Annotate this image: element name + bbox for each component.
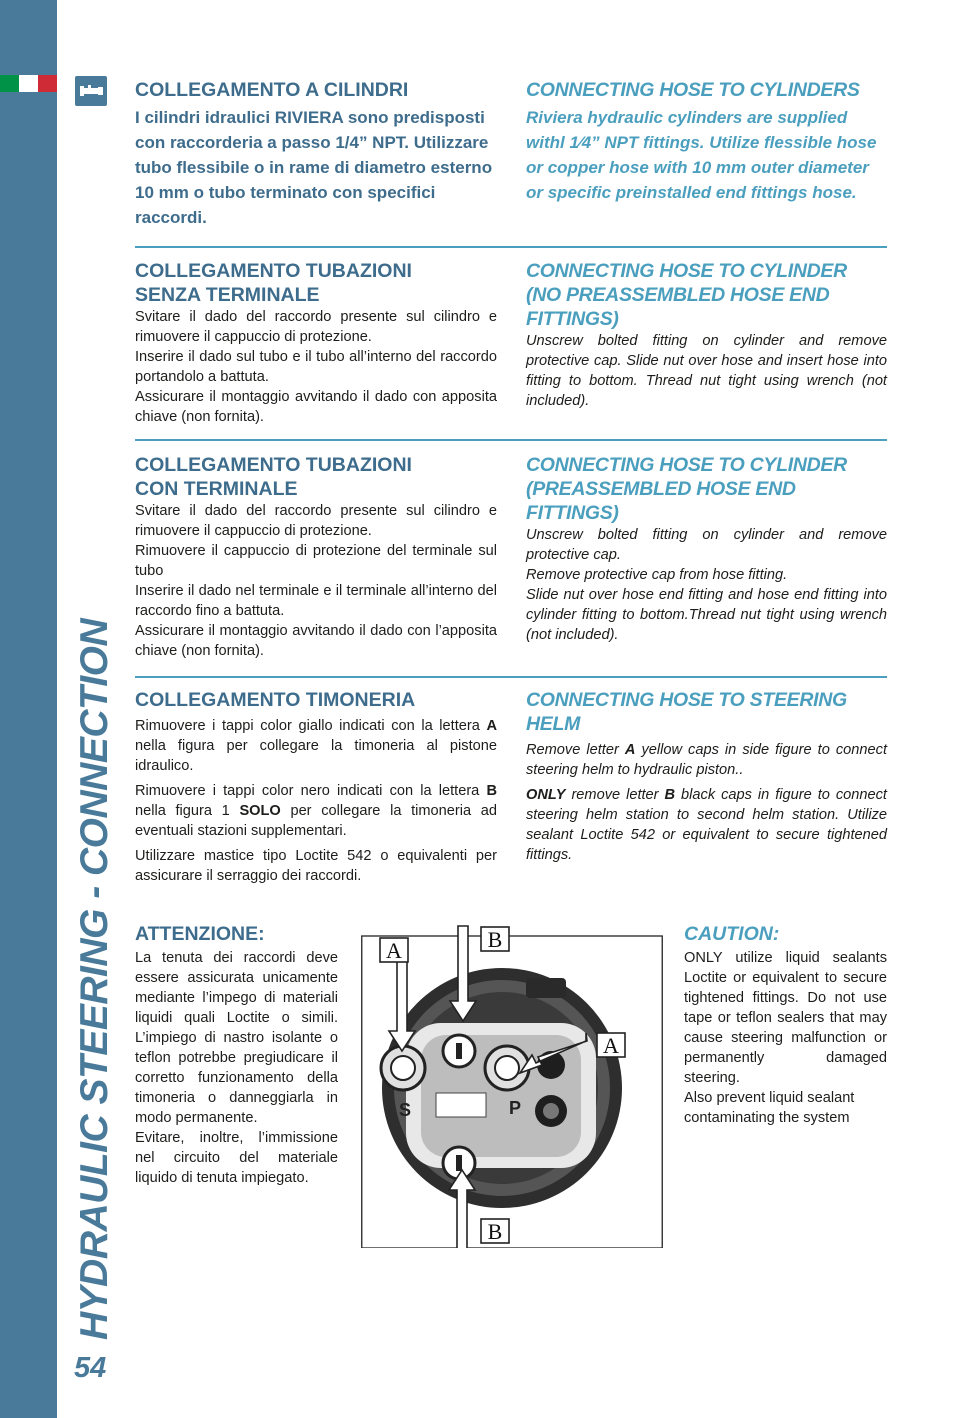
paragraph: Assicurare il montaggio avvitando il dado con apposita chiave (non fornita). (135, 389, 497, 425)
paragraph: Utilizzare mastice tipo Loctite 542 o equivalenti per assicurare il serraggio dei raccordi. (135, 848, 497, 884)
section-title: COLLEGAMENTO A CILINDRI (135, 79, 409, 101)
caution-title: CAUTION: (684, 923, 780, 945)
paragraph: ONLY utilize liquid sealants Loctite or equivalent to secure tightened fittings. Do not use tape or teflon sealers that may cause steering malfunction or permanently damaged steering. (684, 950, 887, 1086)
section-divider (135, 676, 887, 678)
section-lead: I cilindri idraulici RIVIERA sono predisposti con raccorderia a passo 1/4” NPT. Utilizzare tubo flessibile o in rame di diametro esterno 10 mm o tubo terminato con specifici raccordi. (135, 108, 493, 227)
vertical-chapter-title: HYDRAULIC STEERING - CONNECTION (73, 618, 116, 1340)
section-title-line1: CONNECTING HOSE TO CYLINDER (526, 260, 847, 282)
paragraph: Also prevent liquid sealant contaminating the system (684, 1090, 855, 1126)
paragraph: Inserire il dado nel terminale e il terminale all’interno del raccordo fino a battuta. (135, 583, 497, 619)
paragraph: La tenuta dei raccordi deve essere assicurata unicamente mediante l’impego di materiali liquidi quali Loctite o simili. L’impiego di nastro isolante o teflon potrebbe pregiudicare il corretto funzionamento della timoneria o danneggiarla in modo permanente. (135, 950, 338, 1126)
section-helm-en (526, 688, 887, 865)
caution-box (684, 922, 887, 1128)
port-p-label: P (508, 1098, 522, 1118)
section-helm-it (135, 688, 497, 886)
section-title-line1: COLLEGAMENTO TUBAZIONI (135, 260, 412, 282)
paragraph: Evitare, inoltre, l’immissione nel circuito del materiale liquido di tenuta impiegato. (135, 1130, 338, 1186)
paragraph: Remove letter A yellow caps in side figure to connect steering helm to hydraulic piston.. (526, 742, 887, 778)
section-title: CONNECTING HOSE TO STEERING HELM (526, 689, 847, 735)
section-cylinders-it (135, 78, 497, 230)
section-divider (135, 246, 887, 248)
steering-helm-ports-figure (361, 923, 663, 1248)
paragraph: Rimuovere il cappuccio di protezione del terminale sul tubo (135, 543, 497, 579)
paragraph: Assicurare il montaggio avvitando il dado con l’apposita chiave (non fornita). (135, 623, 497, 659)
section-with-terminal-en (526, 453, 887, 645)
paragraph: ONLY remove letter B black caps in figure to connect steering helm station to second helm station. Utilize sealant Loctite 542 or equivalent to secure tightened fittings. (526, 787, 887, 863)
hydraulic-connector-icon (75, 76, 107, 106)
label-a-right: A (603, 1033, 619, 1058)
paragraph: Unscrew bolted fitting on cylinder and remove protective cap. Slide nut over hose and insert hose into fitting to bottom. Thread nut tight using wrench (not included). (526, 333, 887, 409)
section-title-line2: SENZA TERMINALE (135, 284, 320, 306)
paragraph: Svitare il dado del raccordo presente sul cilindro e rimuovere il cappuccio di protezione. (135, 503, 497, 539)
section-divider (135, 439, 887, 441)
label-b-top: B (487, 927, 503, 952)
label-a-left: A (386, 938, 402, 963)
section-with-terminal-it (135, 453, 497, 661)
paragraph: Slide nut over hose end fitting and hose end fitting into cylinder fitting to bottom.Thread nut tight using wrench (not included). (526, 587, 887, 643)
sidebar-band (0, 0, 57, 1418)
label-b-bottom: B (487, 1219, 503, 1244)
section-title-line2: (NO PREASSEMBLED HOSE END FITTINGS) (526, 284, 830, 330)
section-title-line2: CON TERMINALE (135, 478, 298, 500)
paragraph: Svitare il dado del raccordo presente sul cilindro e rimuovere il cappuccio di protezione. (135, 309, 497, 345)
section-cylinders-en (526, 78, 887, 205)
section-no-terminal-en (526, 259, 887, 411)
section-title-line1: CONNECTING HOSE TO CYLINDER (526, 454, 847, 476)
attention-box (135, 922, 338, 1188)
paragraph: Rimuovere i tappi color nero indicati con la lettera B nella figura 1 SOLO per collegare la timoneria ad eventuali stazioni supplementari. (135, 783, 498, 839)
paragraph: Inserire il dado sul tubo e il tubo all’interno del raccordo portandolo a battuta. (135, 349, 497, 385)
section-lead: Riviera hydraulic cylinders are supplied withl 1⁄4” NPT fittings. Utilize flessible hose or copper hose with 10 mm outer diameter or specific preinstalled end fittings hose. (526, 108, 877, 202)
italian-flag-icon (0, 75, 57, 92)
page-number: 54 (74, 1352, 107, 1384)
section-title-line1: COLLEGAMENTO TUBAZIONI (135, 454, 412, 476)
paragraph: Rimuovere i tappi color giallo indicati con la lettera A nella figura per collegare la timoneria al pistone idraulico. (135, 718, 497, 774)
attention-title: ATTENZIONE: (135, 923, 265, 945)
section-title: COLLEGAMENTO TIMONERIA (135, 689, 416, 711)
section-title: CONNECTING HOSE TO CYLINDERS (526, 79, 860, 101)
section-title-line2: (PREASSEMBLED HOSE END FITTINGS) (526, 478, 796, 524)
port-s-label: S (398, 1100, 412, 1120)
paragraph: Remove protective cap from hose fitting. (526, 567, 788, 583)
paragraph: Unscrew bolted fitting on cylinder and remove protective cap. (526, 527, 887, 563)
section-no-terminal-it (135, 259, 497, 427)
